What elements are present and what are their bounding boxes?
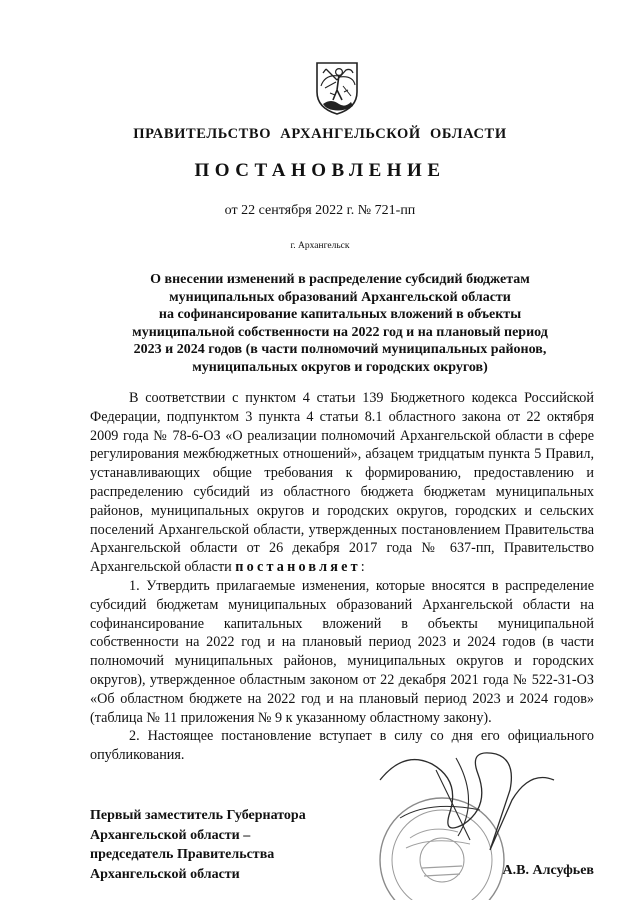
signatory-position — [90, 806, 306, 884]
heading-line: О внесении изменений в распределение субсидий бюджетам — [150, 272, 530, 287]
document-city: г. Архангельск — [290, 241, 350, 251]
position-line: Архангельской области — [90, 866, 240, 882]
heading-line: муниципальной собственности на 2022 год и на плановый период — [132, 324, 548, 340]
position-line: Первый заместитель Губернатора — [90, 808, 306, 823]
heading-line: муниципальных образований Архангельской области — [169, 289, 511, 305]
position-line: Архангельской области – — [90, 827, 251, 843]
heading-line: на софинансирование капитальных вложений в объекты — [158, 307, 522, 322]
government-name: ПРАВИТЕЛЬСТВО АРХАНГЕЛЬСКОЙ ОБЛАСТИ — [133, 126, 507, 142]
document-heading — [90, 271, 590, 376]
signatory-name: А.В. Алсуфьев — [502, 863, 594, 878]
decree-word: постановляет — [235, 559, 361, 576]
document-date-number: от 22 сентября 2022 г. № 721-пп — [224, 203, 416, 218]
heading-line: муниципальных округов и городских округов) — [192, 359, 488, 375]
document-body — [90, 389, 594, 765]
item-2-paragraph: 2. Настоящее постановление вступает в силу со дня его официального опубликования. — [90, 728, 594, 764]
item-1-paragraph: 1. Утвердить прилагаемые изменения, которые вносятся в распределение субсидий бюджетам муниципальных образований Архангельской области на софинансирование капитальных вложений в объекты муниципальной собственности на 2022 год и на плановый период 2023 и 2024 годов (в части полномочий муниципальных районов, муниципальных округов и городских округов), утвержденное областным законом от 22 декабря 2021 года № 522-31-ОЗ «Об областном бюджете на 2022 год и на плановый период 2023 и 2024 годов» (таблица № 11 приложения № 9 к указанному областному закону). — [90, 577, 594, 726]
document-type: ПОСТАНОВЛЕНИЕ — [194, 160, 446, 181]
arkhangelsk-coat-of-arms-icon — [313, 60, 361, 116]
preamble-paragraph — [90, 389, 594, 577]
heading-line: 2023 и 2024 годов (в части полномочий муниципальных районов, — [133, 342, 547, 357]
preamble-text: В соответствии с пунктом 4 статьи 139 Бюджетного кодекса Российской Федерации, подпунктом 3 пункта 4 статьи 8.1 областного закона от 22 октября 2009 года № 78-6-ОЗ «О реализации полномочий Архангельской области в сфере регулирования межбюджетных отношений», абзацем тридцатым пункта 5 Правил, устанавливающих общие требования к формированию, предоставлению и распределению субсидий из областного бюджета бюджетам муниципальных районов, муниципальных округов и городских округов, городских и сельских поселений Архангельской области, утвержденных постановлением Правительства Архангельской области от 26 декабря 2017 года № 637-пп, Правительство Архангельской области — [90, 390, 594, 576]
decree-colon: : — [360, 559, 365, 576]
position-line: председатель Правительства — [90, 847, 275, 862]
